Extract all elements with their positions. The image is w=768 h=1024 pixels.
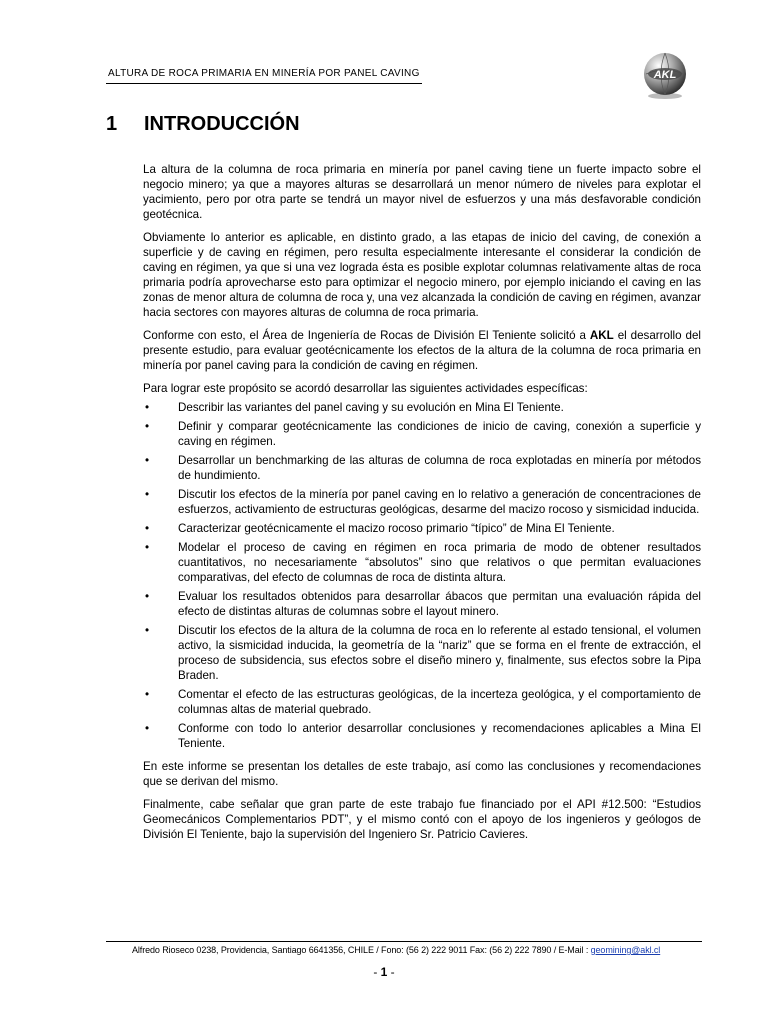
list-item: • Discutir los efectos de la altura de la columna de roca en lo referente al estado tensional, el volumen activo, la sismicidad inducida, la geometría de la “nariz” que se forma en el frente de extracción, el proceso de subsidencia, sus efectos sobre el diseño minero y, finalmente, sus efectos sobre la Pipa Braden. [143, 623, 701, 683]
paragraph-2: Obviamente lo anterior es aplicable, en distinto grado, a las etapas de inicio del caving, de conexión a superficie y de caving en régimen, pero resulta especialmente interesante el considerar la condición de caving en régimen, ya que si una vez lograda ésta es posible explotar columnas relativamente altas de roca primaria podría aprovecharse esto para optimizar el negocio minero, por ejemplo iniciando el caving en las zonas de menor altura de columna de roca y, una vez alcanzada la condición de caving en régimen, avanzar hacia sectores con mayores alturas de columna de roca primaria. [143, 231, 701, 319]
akl-bold: AKL [589, 329, 614, 342]
paragraph-6: Finalmente, cabe señalar que gran parte de este trabajo fue financiado por el API #12.500: “Estudios Geomecánicos Complementarios PDT”, y el mismo contó con el apoyo de los ingenieros y geólogos de División El Teniente, bajo la supervisión del Ingeniero Sr. Patricio Cavieres. [143, 798, 701, 841]
email-link[interactable]: geomining@akl.cl [590, 945, 661, 955]
section-title: INTRODUCCIÓN [144, 113, 300, 135]
footer-address: Alfredo Rioseco 0238, Providencia, Santiago 6641356, CHILE / Fono: (56 2) 222 9011 Fax: (56 2) 222 7890 / E-Mail : geomining@akl.cl [132, 945, 661, 955]
running-header-title: ALTURA DE ROCA PRIMARIA EN MINERÍA POR PANEL CAVING [108, 68, 420, 79]
paragraph-3: Conforme con esto, el Área de Ingeniería de Rocas de División El Teniente solicitó a AKL el desarrollo del presente estudio, para evaluar geotécnicamente los efectos de la altura de la columna de roca primaria en minería por panel caving para la condición de caving en régimen. [143, 329, 701, 372]
section-heading [106, 113, 300, 136]
page-number: - 1 - [373, 965, 395, 979]
list-item: • Evaluar los resultados obtenidos para desarrollar ábacos que permitan una evaluación rápida del efecto de distintas alturas de columnas sobre el layout minero. [143, 589, 701, 619]
list-item: • Conforme con todo lo anterior desarrollar conclusiones y recomendaciones aplicables a Mina El Teniente. [143, 721, 701, 751]
list-item: • Describir las variantes del panel caving y su evolución en Mina El Teniente. [143, 400, 701, 415]
header-divider [106, 83, 422, 84]
footer-divider [106, 941, 702, 942]
paragraph-1: La altura de la columna de roca primaria en minería por panel caving tiene un fuerte impacto sobre el negocio minero; ya que a mayores alturas se desarrollará un menor número de niveles para explotar el yacimiento, pero por otra parte se tendrá un mayor nivel de esfuerzos y una más desfavorable condición geotécnica. [143, 163, 701, 221]
list-item: • Modelar el proceso de caving en régimen en roca primaria de modo de obtener resultados cuantitativos, no necesariamente “absolutos” sino que relativos o que permitan evaluaciones comparativas, del efecto de columnas de roca de distinta altura. [143, 540, 701, 585]
logo-text: AKL [653, 69, 677, 81]
akl-logo [640, 50, 690, 100]
activities-list [143, 400, 701, 751]
body-text [143, 162, 701, 850]
list-item: • Caracterizar geotécnicamente el macizo rocoso primario “típico” de Mina El Teniente. [143, 521, 701, 536]
list-item: • Definir y comparar geotécnicamente las condiciones de inicio de caving, conexión a superficie y caving en régimen. [143, 419, 701, 449]
paragraph-4: Para lograr este propósito se acordó desarrollar las siguientes actividades específicas: [143, 382, 588, 395]
list-item: • Comentar el efecto de las estructuras geológicas, de la incerteza geológica, y el comportamiento de columnas altas de material quebrado. [143, 687, 701, 717]
list-item: • Desarrollar un benchmarking de las alturas de columna de roca explotadas en minería por métodos de hundimiento. [143, 453, 701, 483]
paragraph-5: En este informe se presentan los detalles de este trabajo, así como las conclusiones y recomendaciones que se derivan del mismo. [143, 760, 701, 788]
list-item: • Discutir los efectos de la minería por panel caving en lo relativo a generación de concentraciones de esfuerzos, activamiento de estructuras geológicas, desarme del macizo rocoso y sismicidad inducida. [143, 487, 701, 517]
section-number: 1 [106, 113, 118, 135]
